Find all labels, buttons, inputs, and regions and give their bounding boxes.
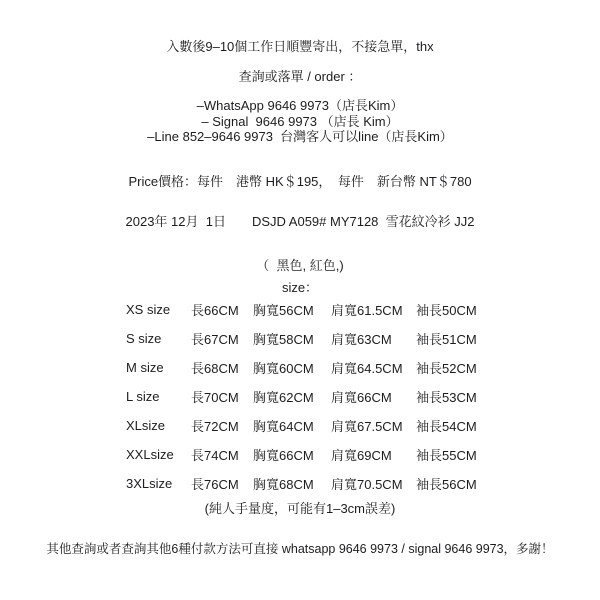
sleeve-cell: 袖長54CM bbox=[416, 418, 477, 434]
chest-cell: 胸寬64CM bbox=[253, 418, 314, 434]
chest-cell: 胸寬56CM bbox=[253, 302, 314, 318]
colors-line: （ 黑色, 紅色,) bbox=[256, 257, 344, 273]
size-row-s bbox=[126, 324, 484, 353]
size-row-xs bbox=[126, 295, 484, 324]
contact-line: –Line 852–9646 9973 台灣客人可以line（店長Kim） bbox=[147, 129, 453, 144]
price-line: Price價格：每件 港幣 HK＄195， 每件 新台幣 NT＄780 bbox=[128, 173, 472, 189]
measure-note: (純人手量度，可能有1–3cm誤差) bbox=[204, 500, 396, 516]
length-cell: 長76CM bbox=[191, 476, 239, 492]
size-row-xl bbox=[126, 411, 484, 440]
size-label: XLsize bbox=[126, 417, 166, 433]
chest-cell: 胸寬62CM bbox=[253, 389, 314, 405]
shipping-note: 入數後9–10個工作日順豐寄出，不接急單，thx bbox=[166, 39, 434, 54]
shoulder-cell: 肩寬61.5CM bbox=[331, 302, 403, 318]
size-chart-table bbox=[126, 295, 484, 498]
shoulder-cell: 肩寬66CM bbox=[331, 389, 392, 405]
contact-whatsapp: –WhatsApp 9646 9973（店長Kim） bbox=[196, 98, 404, 113]
contact-signal: – Signal 9646 9973 （店長 Kim） bbox=[201, 113, 399, 129]
size-label: 3XLsize bbox=[126, 475, 173, 491]
footer-contact-note: 其他查詢或者查詢其他6種付款方法可直接 whatsapp 9646 9973 / signal 9646 9973，多謝！ bbox=[46, 541, 554, 556]
sleeve-cell: 袖長56CM bbox=[416, 476, 477, 492]
shoulder-cell: 肩寬67.5CM bbox=[331, 418, 403, 434]
size-row-xxl bbox=[126, 440, 484, 469]
order-heading: 查詢或落單 / order ： bbox=[238, 69, 362, 84]
length-cell: 長68CM bbox=[191, 360, 239, 376]
chest-cell: 胸寬68CM bbox=[253, 476, 314, 492]
size-row-l bbox=[126, 382, 484, 411]
length-cell: 長67CM bbox=[191, 331, 239, 347]
length-cell: 長74CM bbox=[191, 447, 239, 463]
length-cell: 長72CM bbox=[191, 418, 239, 434]
sleeve-cell: 袖長51CM bbox=[416, 331, 477, 347]
size-label: M size bbox=[126, 359, 164, 375]
shoulder-cell: 肩寬69CM bbox=[331, 447, 392, 463]
sleeve-cell: 袖長55CM bbox=[416, 447, 477, 463]
shoulder-cell: 肩寬64.5CM bbox=[331, 360, 403, 376]
sleeve-cell: 袖長52CM bbox=[416, 360, 477, 376]
sleeve-cell: 袖長50CM bbox=[416, 302, 477, 318]
size-label: XXLsize bbox=[126, 446, 174, 462]
contact-list bbox=[0, 98, 600, 145]
size-row-3xl bbox=[126, 469, 484, 498]
length-cell: 長66CM bbox=[191, 302, 239, 318]
size-label: S size bbox=[126, 330, 162, 346]
sleeve-cell: 袖長53CM bbox=[416, 389, 477, 405]
size-row-m bbox=[126, 353, 484, 382]
length-cell: 長70CM bbox=[191, 389, 239, 405]
chest-cell: 胸寬66CM bbox=[253, 447, 314, 463]
product-line: 2023年 12月 1日 DSJD A059# MY7128 雪花紋冷衫 JJ2 bbox=[125, 213, 475, 229]
chest-cell: 胸寬58CM bbox=[253, 331, 314, 347]
size-chart-heading: size： bbox=[281, 279, 319, 295]
size-label: XS size bbox=[126, 301, 171, 317]
shoulder-cell: 肩寬63CM bbox=[331, 331, 392, 347]
chest-cell: 胸寬60CM bbox=[253, 360, 314, 376]
size-label: L size bbox=[126, 388, 160, 404]
shoulder-cell: 肩寬70.5CM bbox=[331, 476, 403, 492]
